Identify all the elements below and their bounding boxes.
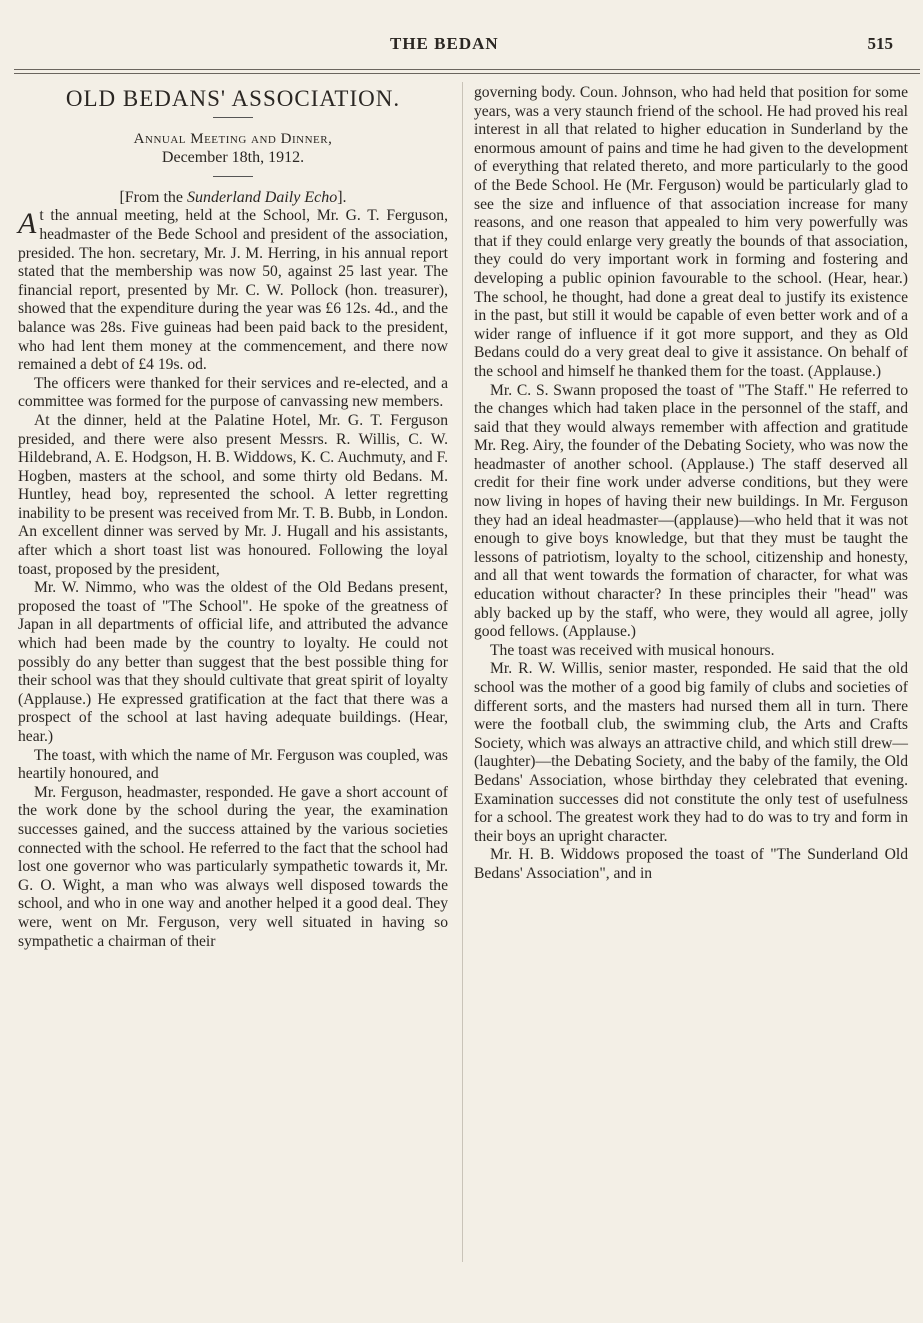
right-column bbox=[474, 84, 908, 884]
source-line bbox=[18, 189, 448, 208]
paragraph: At the dinner, held at the Palatine Hotel, Mr. G. T. Ferguson presided, and there were also present Messrs. R. Willis, C. W. Hildebrand, A. E. Hodgson, H. B. Widdows, K. C. Auchmuty, and F. Hogben, masters at the school, and some thirty old Bedans. M. Huntley, head boy, represented the school. A letter regretting inability to be present was received from Mr. T. B. Bubb, in London. An excellent dinner was served by Mr. J. Hugall and his assistants, after which a short toast list was honoured. Following the loyal toast, proposed by the president, bbox=[18, 411, 448, 578]
paragraph: governing body. Coun. Johnson, who had held that position for some years, was a very staunch friend of the school. He had proved his real interest in all that related to higher education in Sunderland by the enormous amount of pains and time he had given to the development of everything that related thereto, and more particularly to the good of the Bede School. He (Mr. Ferguson) would be particularly glad to see the size and influence of that association increase for many reasons, and one reason that appealed to him very powerfully was that if they could enlarge very greatly the bounds of that association, they could do very important work in forming and fostering and developing a public opinion favourable to the school. (Hear, hear.) The school, he thought, had done a great deal to justify its existence in the past, but still it would be capable of even better work and of a wider range of influence if it got more support, and they as Old Bedans could do a very great deal to give it assistance. On behalf of the school and himself he thanked them for the toast. (Applause.) bbox=[474, 84, 908, 380]
left-column bbox=[18, 84, 448, 951]
paragraph: Mr. R. W. Willis, senior master, responded. He said that the old school was the mother of a good big family of clubs and societies of different sorts, and the masters had nursed them all in turn. There were the football club, the swimming club, the Arts and Crafts Society, which was always an attractive child, and which still drew—(laughter)—the Debating Society, and the baby of the family, the Old Bedans' Association, whose birthday they celebrated that evening. Examination successes did not constitute the only test of usefulness for a school. The greatest work they had to do was to try and form in their boys an upright character. bbox=[474, 660, 908, 845]
source-title: Sunderland Daily Echo bbox=[187, 188, 338, 206]
page-number: 515 bbox=[867, 34, 893, 53]
article-title: OLD BEDANS' ASSOCIATION. bbox=[65, 86, 401, 111]
paragraph: The toast, with which the name of Mr. Ferguson was coupled, was heartily honoured, and bbox=[18, 746, 448, 783]
header-rule bbox=[14, 69, 920, 70]
source-suffix: ]. bbox=[337, 188, 347, 206]
page-header bbox=[0, 30, 923, 56]
date-rule bbox=[213, 176, 253, 177]
paragraph: The officers were thanked for their services and re-elected, and a committee was formed for the purpose of canvassing new members. bbox=[18, 374, 448, 411]
column-divider bbox=[462, 82, 463, 1262]
paragraph: Mr. W. Nimmo, who was the oldest of the Old Bedans present, proposed the toast of "The School". He spoke of the greatness of Japan in all departments of official life, and attributed the advance which had been made by the country to loyalty. He could not possibly do any better than suggest that the best possible thing for their school was that they should cultivate that great spirit of loyalty (Applause.) He expressed gratification at the fact that there was a prospect of the school at last having adequate buildings. (Hear, hear.) bbox=[18, 579, 448, 745]
paragraph bbox=[18, 207, 448, 374]
article-date: December 18th, 1912. bbox=[161, 149, 305, 167]
paragraph: Mr. C. S. Swann proposed the toast of "The Staff." He referred to the changes which had taken place in the personnel of the staff, and said that they would always remember with affection and gratitude Mr. Reg. Airy, the founder of the Debating Society, who was now the headmaster of another school. (Applause.) The staff deserved all credit for their fine work under adverse conditions, but they were now living in hopes of having their new buildings. In Mr. Ferguson they had an ideal headmaster—(applause)—who held that it was not enough to give boys knowledge, but that they must be taught the lessons of patriotism, loyalty to the school, citizenship and honesty, and all that went towards the formation of character, for what was education without character? In these principles their "head" was ably backed up by the staff, who were, they would all agree, jolly good fellows. (Applause.) bbox=[474, 381, 908, 641]
paragraph-text: t the annual meeting, held at the School, Mr. G. T. Ferguson, headmaster of the Bede School and president of the association, presided. The hon. secretary, Mr. J. M. Herring, in his annual report stated that the membership was now 50, against 25 last year. The financial report, presented by Mr. C. W. Pollock (hon. treasurer), showed that the expenditure during the year was £6 12s. 4d., and the balance was 28s. Five guineas had been paid back to the president, who had lent them money at the commencement, and there now remained a debt of £4 19s. od. bbox=[18, 207, 448, 374]
paragraph: Mr. H. B. Widdows proposed the toast of "The Sunderland Old Bedans' Association", and in bbox=[474, 846, 908, 882]
drop-cap: A bbox=[18, 207, 37, 241]
title-rule bbox=[213, 117, 253, 118]
article-subheading: Annual Meeting and Dinner, bbox=[133, 130, 333, 147]
source-prefix: [From the bbox=[119, 188, 187, 206]
running-title: THE BEDAN bbox=[390, 34, 499, 53]
header-rule-double bbox=[14, 73, 920, 74]
paragraph: The toast was received with musical honours. bbox=[490, 641, 775, 659]
paragraph: Mr. Ferguson, headmaster, responded. He gave a short account of the work done by the school during the year, the examination successes gained, and the success attained by the various societies connected with the school. He referred to the fact that the school had lost one governor who was particularly sympathetic towards it, Mr. G. O. Wight, a man who was always well disposed towards the school, and who in one way and another helped it a good deal. They were, went on Mr. Ferguson, very well situated in having so sympathetic a chairman of their bbox=[18, 783, 448, 950]
